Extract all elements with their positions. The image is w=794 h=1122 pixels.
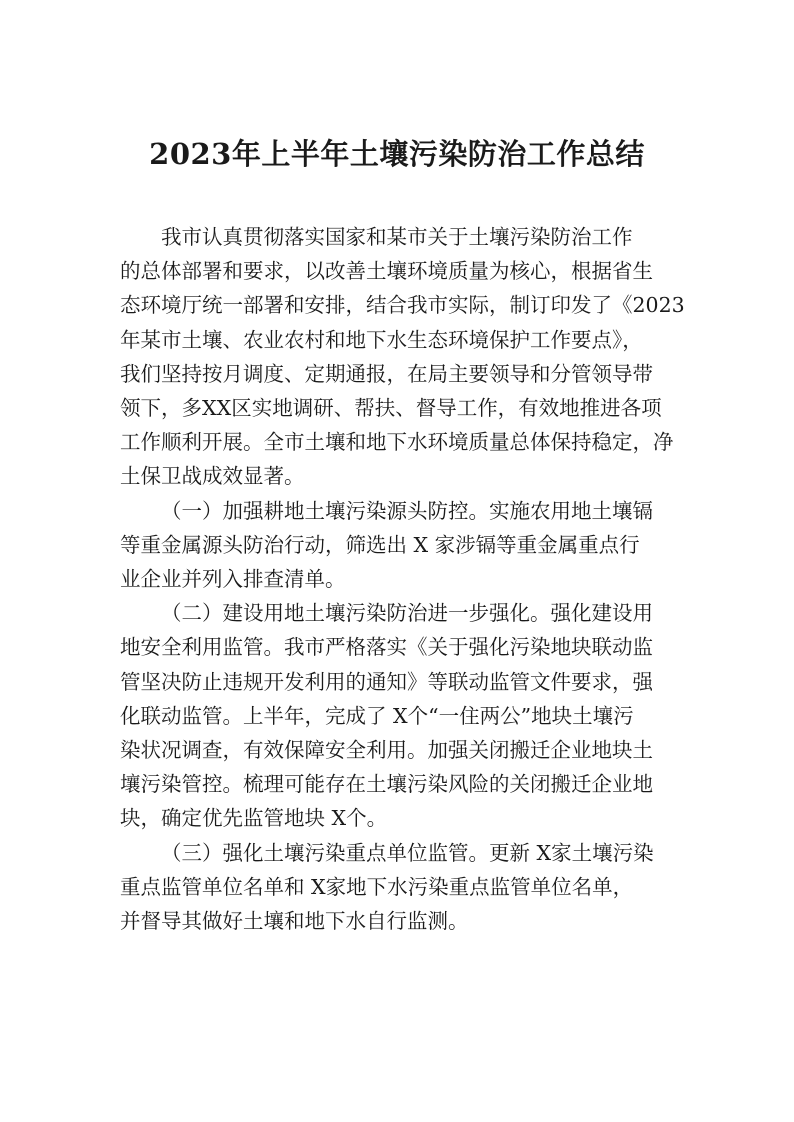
text-line: 管坚决防止违规开发利用的通知》等联动监管文件要求，强 [120,669,653,694]
document-title: 2023年上半年土壤污染防治工作总结 [149,137,645,171]
text-line: （二）建设用地土壤污染防治进一步强化。强化建设用 [161,601,653,626]
text-line: （三）强化土壤污染重点单位监管。更新 X家土壤污染 [161,840,654,865]
text-line: 工作顺利开展。全市土壤和地下水环境质量总体保持稳定，净 [120,430,674,455]
text-line: 重点监管单位名单和 X家地下水污染重点监管单位名单， [120,874,634,899]
text-line: 壤污染管控。梳理可能存在土壤污染风险的关闭搬迁企业地 [120,772,653,797]
paragraph-intro [120,220,685,494]
text-line: 业企业并列入排查清单。 [120,567,346,592]
text-line: 化联动监管。上半年，完成了 X个“一住两公”地块土壤污 [120,703,634,728]
text-line: （一）加强耕地土壤污染源头防控。实施农用地土壤镉 [161,498,653,523]
text-line: 态环境厅统一部署和安排，结合我市实际，制订印发了《2023 [120,293,685,318]
paragraph-section-2 [120,596,678,835]
text-line: 染状况调查，有效保障安全利用。加强关闭搬迁企业地块土 [120,738,653,763]
text-line: 并督导其做好土壤和地下水自行监测。 [120,909,469,934]
text-line: 等重金属源头防治行动，筛选出 X 家涉镉等重金属重点行 [120,532,640,557]
text-line: 我市认真贯彻落实国家和某市关于土壤污染防治工作 [161,225,633,249]
document-body [120,220,685,938]
text-line: 地安全利用监管。我市严格落实《关于强化污染地块联动监 [120,635,653,660]
text-line: 块，确定优先监管地块 X个。 [120,806,388,831]
paragraph-section-1 [120,494,678,597]
text-line: 土保卫战成效显著。 [120,464,305,489]
text-line: 年某市土壤、农业农村和地下水生态环境保护工作要点》， [120,327,643,352]
text-line: 的总体部署和要求，以改善土壤环境质量为核心，根据省生 [120,259,653,284]
text-line: 我们坚持按月调度、定期通报，在局主要领导和分管领导带 [120,361,653,386]
paragraph-section-3 [120,836,678,939]
text-line: 领下，多XX区实地调研、帮扶、督导工作，有效地推进各项 [120,396,662,421]
